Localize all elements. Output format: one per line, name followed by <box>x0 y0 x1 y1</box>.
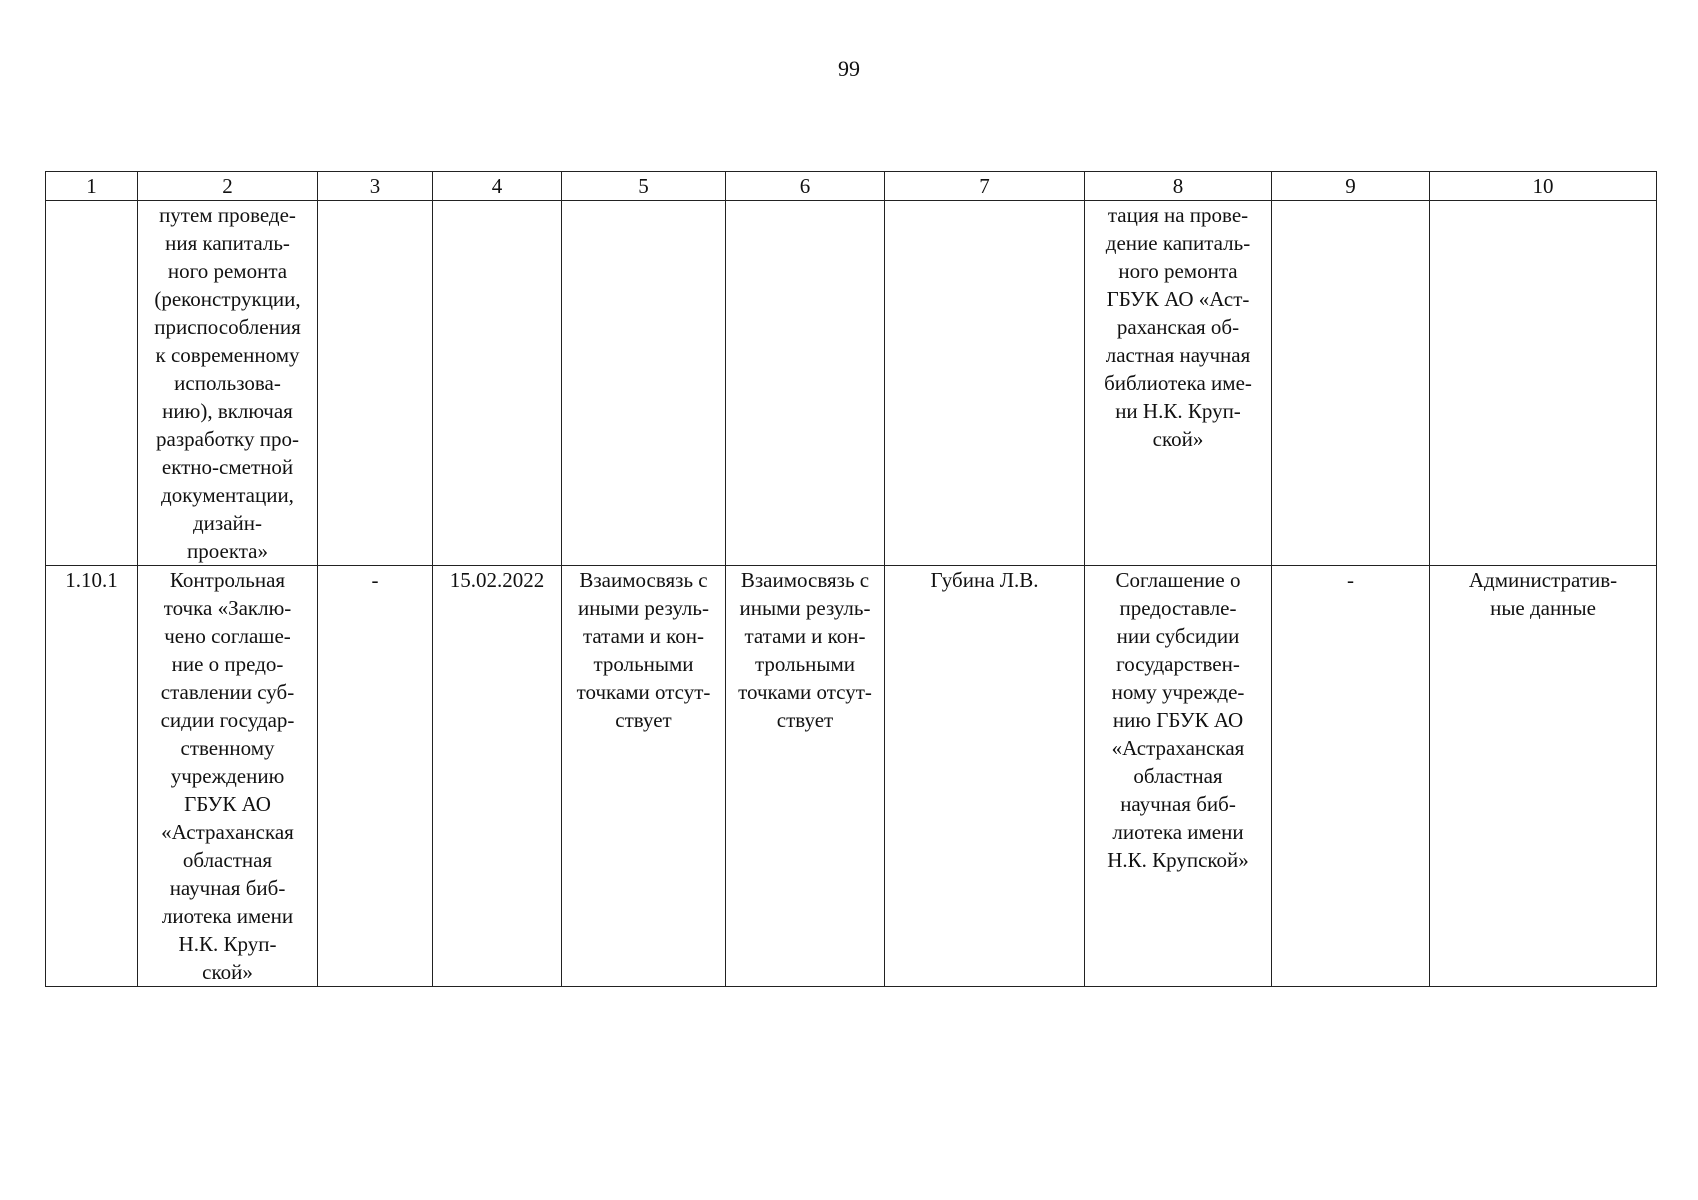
column-header-4: 4 <box>433 172 562 201</box>
cell-text: 1.10.1 <box>65 568 118 592</box>
header-row <box>46 172 1657 201</box>
table-row-1-10-1 <box>46 566 1657 987</box>
cell-text: Губина Л.В. <box>930 568 1039 592</box>
cell-source <box>1430 566 1657 987</box>
column-header-3: 3 <box>318 172 433 201</box>
cell-text: - <box>1347 568 1354 592</box>
cell-document <box>1085 566 1272 987</box>
column-header-8: 8 <box>1085 172 1272 201</box>
cell-document <box>1085 201 1272 566</box>
cell-col5 <box>562 566 726 987</box>
cell-col3 <box>318 201 433 566</box>
cell-name <box>138 201 318 566</box>
column-header-7: 7 <box>885 172 1085 201</box>
cell-source <box>1430 201 1657 566</box>
column-header-5: 5 <box>562 172 726 201</box>
column-header-10: 10 <box>1430 172 1657 201</box>
cell-col6 <box>726 201 885 566</box>
table-header <box>46 172 1657 201</box>
document-table <box>45 171 1657 987</box>
cell-text: тация на прове- дение капиталь- ного ремонта ГБУК АО «Аст- раханская об- ластная научная библиотека име- ни Н.К. Круп- ской» <box>1104 203 1252 451</box>
table-body <box>46 201 1657 987</box>
cell-date <box>433 201 562 566</box>
cell-text: Административ- ные данные <box>1468 568 1618 620</box>
column-header-6: 6 <box>726 172 885 201</box>
cell-text: 15.02.2022 <box>449 568 545 592</box>
cell-responsible <box>885 566 1085 987</box>
cell-text: путем проведе- ния капиталь- ного ремонта (реконструкции, приспособления к современному использова- нию), включая разработку про- ектно-сметной документации, дизайн- проекта» <box>154 203 301 563</box>
page-number: 99 <box>838 56 860 81</box>
column-header-2: 2 <box>138 172 318 201</box>
cell-responsible <box>885 201 1085 566</box>
cell-text: Соглашение о предоставле- нии субсидии государствен- ному учрежде- нию ГБУК АО «Астраханская областная научная биб- лиотека имени Н.К. Крупской» <box>1107 568 1249 872</box>
cell-text: - <box>371 568 379 592</box>
cell-name <box>138 566 318 987</box>
cell-col6 <box>726 566 885 987</box>
column-header-1: 1 <box>46 172 138 201</box>
cell-number <box>46 201 138 566</box>
table-row-continued <box>46 201 1657 566</box>
cell-col9 <box>1272 201 1430 566</box>
column-header-9: 9 <box>1272 172 1430 201</box>
cell-date <box>433 566 562 987</box>
cell-col3 <box>318 566 433 987</box>
cell-col9 <box>1272 566 1430 987</box>
cell-number <box>46 566 138 987</box>
cell-text: Контрольная точка «Заклю- чено соглаше- ние о предо- ставлении суб- сидии государ- ственному учреждению ГБУК АО «Астраханская областная научная биб- лиотека имени Н.К. Круп- ской» <box>160 568 295 984</box>
cell-text: Взаимосвязь с иными резуль- татами и кон- трольными точками отсут- ствует <box>738 568 872 732</box>
cell-col5 <box>562 201 726 566</box>
cell-text: Взаимосвязь с иными резуль- татами и кон- трольными точками отсут- ствует <box>576 568 711 732</box>
